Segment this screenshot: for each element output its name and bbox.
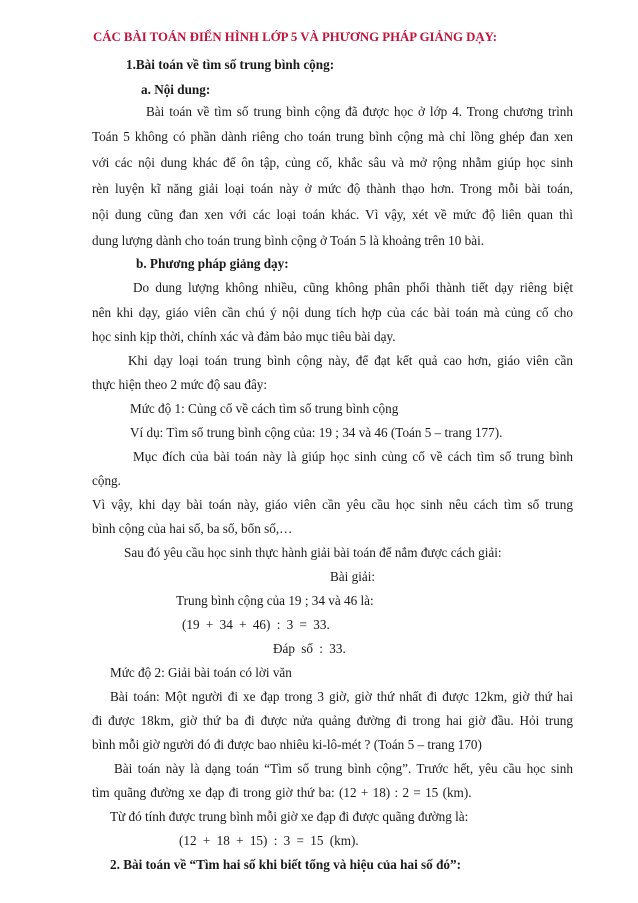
- problem-line: đi được 18km, giờ thứ ba đi được nửa quảng đường đi trong hai giờ đầu. Hỏi trung: [92, 713, 573, 728]
- paragraph-line: Toán 5 không có phần dành riêng cho toán trung bình cộng mà chỉ lồng ghép đan xen: [92, 129, 573, 144]
- solution-answer: Đáp số : 33.: [273, 641, 346, 656]
- problem-line: Bài toán: Một người đi xe đạp trong 3 giờ, giờ thứ nhất đi được 12km, giờ thứ hai: [110, 689, 573, 704]
- paragraph-line: Bài toán về tìm số trung bình cộng đã được học ở lớp 4. Trong chương trình: [146, 104, 573, 119]
- paragraph-line: tìm quãng đường xe đạp đi trong giờ thứ ba: (12 + 18) : 2 = 15 (km).: [92, 785, 472, 800]
- paragraph-line: bình cộng của hai số, ba số, bốn số,…: [92, 521, 293, 536]
- document-title: CÁC BÀI TOÁN ĐIỂN HÌNH LỚP 5 VÀ PHƯƠNG PHÁP GIẢNG DẠY:: [93, 30, 497, 44]
- paragraph-line: thực hiện theo 2 mức độ sau đây:: [92, 377, 268, 392]
- paragraph-line: rèn luyện kĩ năng giải loại toán này ở mức độ thành thạo hơn. Trong mỗi bài toán,: [92, 181, 573, 196]
- paragraph-line: nội dung cũng đan xen với các loại toán khác. Vì vậy, xét về mức độ liên quan thì: [92, 207, 573, 222]
- paragraph-line: nên khi dạy, giáo viên cần chú ý nội dung tích hợp của các bài toán mà củng cố cho: [92, 305, 573, 320]
- subheading-content: a. Nội dung:: [141, 82, 211, 97]
- paragraph-line: Từ đó tính được trung bình mỗi giờ xe đạp đi được quãng đường là:: [110, 809, 469, 824]
- calculation-line: (12 + 18 + 15) : 3 = 15 (km).: [179, 833, 359, 848]
- paragraph-line: Vì vậy, khi dạy bài toán này, giáo viên cần yêu cầu học sinh nêu cách tìm số trung: [92, 497, 573, 512]
- paragraph-line: Bài toán này là dạng toán “Tìm số trung bình cộng”. Trước hết, yêu cầu học sinh: [114, 761, 573, 776]
- paragraph-line: cộng.: [92, 473, 121, 488]
- subheading-method: b. Phương pháp giảng dạy:: [136, 256, 289, 271]
- paragraph-line: Sau đó yêu cầu học sinh thực hành giải bài toán để nắm được cách giải:: [124, 545, 502, 560]
- solution-calculation: (19 + 34 + 46) : 3 = 33.: [182, 617, 330, 632]
- section-heading-2: 2. Bài toán về “Tìm hai số khi biết tổng và hiệu của hai số đó”:: [110, 857, 461, 872]
- solution-label: Bài giải:: [330, 569, 376, 584]
- level-2-heading: Mức độ 2: Giải bài toán có lời văn: [110, 665, 292, 680]
- solution-step: Trung bình cộng của 19 ; 34 và 46 là:: [176, 593, 374, 608]
- paragraph-line: với các nội dung khác để ôn tập, củng cố, khắc sâu và mở rộng nhằm giúp học sinh: [92, 155, 573, 170]
- paragraph-line: dung lượng dành cho toán trung bình cộng ở Toán 5 là khoảng trên 10 bài.: [92, 233, 485, 248]
- section-heading-1: 1.Bài toán về tìm số trung bình cộng:: [126, 57, 335, 72]
- paragraph-line: Mục đích của bài toán này là giúp học sinh củng cố về cách tìm số trung bình: [133, 449, 573, 464]
- problem-line: bình mỗi giờ người đó đi được bao nhiêu ki-lô-mét ? (Toán 5 – trang 170): [92, 737, 482, 752]
- level-1-heading: Mức độ 1: Củng cố về cách tìm số trung bình cộng: [130, 401, 399, 416]
- paragraph-line: học sinh kịp thời, chính xác và đảm bảo mục tiêu bài dạy.: [92, 329, 396, 344]
- paragraph-line: Khi dạy loại toán trung bình cộng này, để đạt kết quả cao hơn, giáo viên cần: [128, 353, 573, 368]
- example-line: Ví dụ: Tìm số trung bình cộng của: 19 ; 34 và 46 (Toán 5 – trang 177).: [130, 425, 503, 440]
- paragraph-line: Do dung lượng không nhiều, cũng không phân phối thành tiết dạy riêng biệt: [133, 280, 573, 295]
